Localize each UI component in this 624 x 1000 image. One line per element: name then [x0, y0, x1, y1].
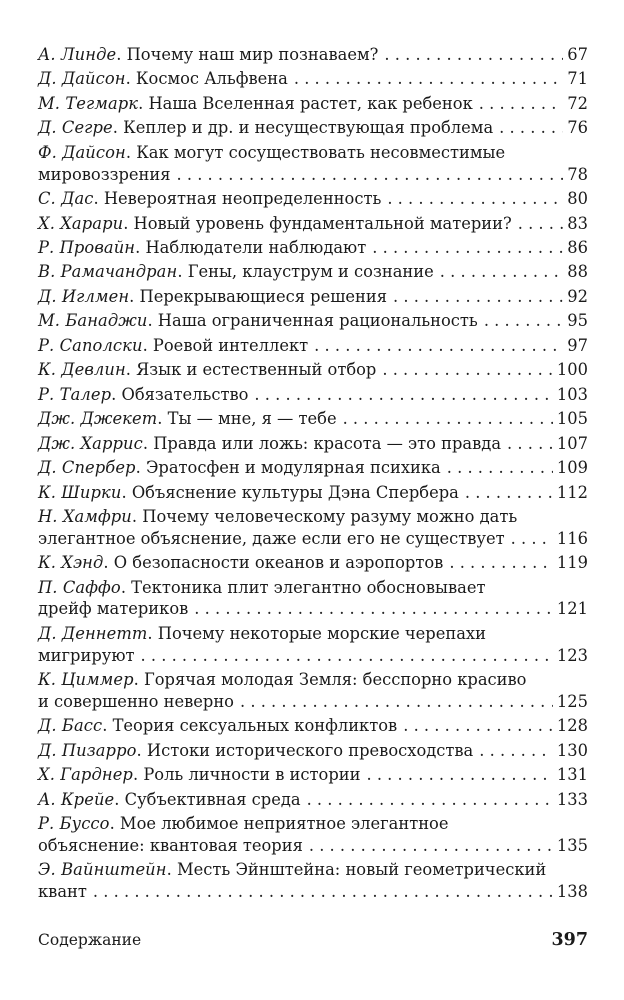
toc-entry-title-continued: мировоззрения: [38, 164, 171, 184]
toc-entry: [38, 506, 588, 549]
dot-leader: [366, 764, 552, 786]
toc-entry-title: Роль личности в истории: [143, 765, 361, 785]
toc-entry: [38, 552, 588, 574]
toc-entry-author: Х. Гарднер: [38, 765, 133, 785]
toc-entry-line: [38, 764, 588, 786]
toc-entry-line: [38, 577, 588, 599]
toc-entry-page: 135: [556, 835, 588, 855]
toc-entry: [38, 789, 588, 811]
toc-entry: [38, 261, 588, 283]
toc-entry-page: 131: [556, 765, 588, 785]
dot-leader: [479, 740, 553, 762]
toc-entry-line: [38, 286, 588, 308]
toc-entry-page: 138: [556, 881, 588, 901]
dot-leader: [499, 117, 563, 139]
toc-entry-title: Наша Вселенная растет, как ребенок: [148, 93, 473, 113]
toc-entry: [38, 623, 588, 666]
toc-entry-author: Д. Дайсон: [38, 69, 126, 89]
toc-entry-page: 112: [556, 482, 588, 502]
toc-entry-line: [38, 482, 588, 504]
toc-entry-page: 121: [556, 599, 588, 619]
toc-entry-line: [38, 164, 588, 186]
toc-entry-line: [38, 359, 588, 381]
author-separator: .: [166, 860, 177, 880]
author-separator: .: [142, 433, 154, 453]
dot-leader: [511, 528, 553, 550]
toc-entry-line: [38, 261, 588, 283]
toc-entry-title: Ты — мне, я — тебе: [167, 409, 337, 429]
toc-entry-author: Дж. Джекет: [38, 409, 158, 429]
toc-entry-title: Истоки исторического превосходства: [146, 740, 474, 760]
dot-leader: [449, 552, 553, 574]
toc-entry: [38, 740, 588, 762]
toc-entry: [38, 142, 588, 185]
toc-entry-author: Р. Провайн: [38, 237, 136, 257]
toc-entry-line: [38, 881, 588, 903]
toc-entry: [38, 93, 588, 115]
toc-entry-title: Новый уровень фундаментальной материи?: [133, 213, 512, 233]
toc-entry-page: 86: [567, 237, 588, 257]
page-footer: [38, 930, 588, 950]
toc-entry-page: 95: [567, 311, 588, 331]
toc-entry-line: [38, 93, 588, 115]
dot-leader: [343, 408, 553, 430]
toc-entry-title: Наша ограниченная рациональность: [157, 311, 478, 331]
toc-entry-page: 116: [556, 528, 588, 548]
toc-entry-author: Д. Пизарро: [38, 740, 137, 760]
toc-entry-line: [38, 691, 588, 713]
dot-leader: [307, 789, 553, 811]
author-separator: .: [121, 482, 132, 502]
toc-entry-author: С. Дас: [38, 189, 94, 209]
toc-entry-title: Объяснение культуры Дэна Спербера: [131, 482, 459, 502]
toc-entry: [38, 384, 588, 406]
toc-entry-line: [38, 384, 588, 406]
author-separator: .: [129, 286, 140, 306]
dot-leader: [372, 237, 563, 259]
toc-entry-page: 72: [567, 93, 588, 113]
toc-entry: [38, 359, 588, 381]
toc-entry-author: Н. Хамфри: [38, 507, 132, 527]
toc-entry-page: 133: [556, 789, 588, 809]
author-separator: .: [125, 360, 137, 380]
toc-entry-author: Р. Буссо: [38, 814, 110, 834]
toc-entry-author: А. Линде: [38, 45, 117, 64]
dot-leader: [240, 691, 553, 713]
author-separator: .: [147, 623, 158, 643]
toc-entry: [38, 577, 588, 620]
toc-entry-page: 109: [556, 458, 588, 478]
author-separator: .: [138, 93, 149, 113]
toc-entry: [38, 335, 588, 357]
toc-entry-title: Теория сексуальных конфликтов: [112, 716, 398, 736]
toc-entry: [38, 286, 588, 308]
author-separator: .: [142, 335, 153, 355]
author-separator: .: [133, 670, 144, 690]
toc-entry-author: Э. Вайнштейн: [38, 860, 167, 880]
toc-entry-title: Мое любимое неприятное элегантное: [119, 814, 449, 834]
toc-entry-line: [38, 433, 588, 455]
toc-entry-author: М. Банаджи: [38, 311, 148, 331]
toc-entry-title: Почему наш мир познаваем?: [126, 45, 379, 64]
toc-entry-line: [38, 408, 588, 430]
dot-leader: [309, 835, 553, 857]
dot-leader: [484, 310, 563, 332]
table-of-contents: [38, 44, 588, 905]
toc-entry-author: П. Саффо: [38, 577, 121, 597]
toc-entry-author: К. Ширки: [38, 482, 122, 502]
toc-entry-author: Ф. Дайсон: [38, 142, 126, 162]
toc-entry-title: Почему человеческому разуму можно дать: [142, 507, 518, 527]
author-separator: .: [120, 577, 132, 597]
toc-entry-line: [38, 117, 588, 139]
toc-entry-page: 97: [567, 335, 588, 355]
toc-entry-line: [38, 623, 588, 645]
toc-entry-title: Роевой интеллект: [152, 335, 309, 355]
toc-entry-title: Наблюдатели наблюдают: [145, 237, 367, 257]
author-separator: .: [125, 142, 137, 162]
toc-entry-line: [38, 669, 588, 691]
author-separator: .: [103, 553, 114, 573]
toc-entry-author: А. Крейе: [38, 789, 115, 809]
toc-entry-page: 107: [556, 433, 588, 453]
toc-entry-page: 76: [567, 118, 588, 138]
toc-entry-line: [38, 310, 588, 332]
dot-leader: [518, 213, 564, 235]
author-separator: .: [112, 118, 124, 138]
toc-entry: [38, 859, 588, 902]
toc-entry-author: М. Тегмарк: [38, 93, 139, 113]
author-separator: .: [132, 765, 144, 785]
toc-entry: [38, 482, 588, 504]
toc-entry-title: Обязательство: [121, 384, 249, 404]
toc-entry-author: Д. Сегре: [38, 118, 113, 138]
toc-entry-page: 83: [567, 213, 588, 233]
toc-entry-title: Космос Альфвена: [135, 69, 288, 89]
toc-entry-title: Кеплер и др. и несуществующая проблема: [123, 118, 494, 138]
toc-entry-title: Тектоника плит элегантно обосновывает: [131, 577, 486, 597]
toc-entry-author: Д. Басс: [38, 716, 103, 736]
toc-entry-page: 105: [556, 409, 588, 429]
toc-entry-author: К. Хэнд: [38, 553, 104, 573]
author-separator: .: [102, 716, 113, 736]
toc-entry-line: [38, 835, 588, 857]
dot-leader: [382, 359, 553, 381]
author-separator: .: [116, 45, 127, 64]
running-footer-title: Содержание: [38, 931, 142, 949]
toc-entry: [38, 433, 588, 455]
dot-leader: [177, 164, 564, 186]
toc-entry-page: 123: [556, 645, 588, 665]
dot-leader: [479, 93, 564, 115]
toc-entry-page: 88: [567, 262, 588, 282]
toc-entry-line: [38, 789, 588, 811]
toc-entry: [38, 715, 588, 737]
toc-entry-title: Перекрывающиеся решения: [139, 286, 387, 306]
toc-entry-page: 119: [556, 553, 588, 573]
toc-entry-page: 92: [567, 286, 588, 306]
toc-entry-author: К. Циммер: [38, 670, 134, 690]
toc-entry: [38, 117, 588, 139]
toc-entry-title: О безопасности океанов и аэропортов: [113, 553, 444, 573]
dot-leader: [254, 384, 553, 406]
toc-entry-author: К. Девлин: [38, 360, 126, 380]
toc-entry-title: Невероятная неопределенность: [103, 189, 382, 209]
toc-entry-title: Почему некоторые морские черепахи: [157, 623, 486, 643]
toc-entry: [38, 457, 588, 479]
toc-entry-author: Д. Деннетт: [38, 623, 148, 643]
author-separator: .: [114, 789, 125, 809]
toc-entry-line: [38, 598, 588, 620]
toc-entry: [38, 813, 588, 856]
toc-entry-line: [38, 142, 588, 164]
toc-entry-page: 100: [556, 360, 588, 380]
author-separator: .: [131, 507, 143, 527]
dot-leader: [403, 715, 553, 737]
author-separator: .: [147, 311, 158, 331]
dot-leader: [465, 482, 553, 504]
author-separator: .: [135, 237, 146, 257]
toc-entry: [38, 669, 588, 712]
toc-entry-author: Д. Иглмен: [38, 286, 130, 306]
toc-entry-line: [38, 859, 588, 881]
author-separator: .: [111, 384, 122, 404]
toc-entry-page: 128: [556, 716, 588, 736]
toc-entry-title-continued: и совершенно неверно: [38, 691, 234, 711]
toc-entry-line: [38, 237, 588, 259]
toc-entry-line: [38, 335, 588, 357]
toc-entry: [38, 764, 588, 786]
toc-entry: [38, 213, 588, 235]
toc-entry-line: [38, 188, 588, 210]
author-separator: .: [135, 458, 146, 478]
toc-entry-title: Язык и естественный отбор: [136, 360, 377, 380]
toc-entry-page: 130: [556, 740, 588, 760]
dot-leader: [393, 286, 563, 308]
toc-entry-page: 125: [556, 691, 588, 711]
toc-entry-title-continued: квант: [38, 881, 87, 901]
toc-entry-page: 78: [567, 164, 588, 184]
toc-entry-title: Субъективная среда: [124, 789, 301, 809]
dot-leader: [507, 433, 553, 455]
toc-entry-author: Д. Спербер: [38, 458, 136, 478]
toc-entry-line: [38, 715, 588, 737]
toc-entry-title: Правда или ложь: красота — это правда: [153, 433, 502, 453]
toc-entry: [38, 44, 588, 66]
toc-entry-line: [38, 457, 588, 479]
dot-leader: [447, 457, 553, 479]
dot-leader: [387, 188, 563, 210]
toc-entry-line: [38, 645, 588, 667]
toc-entry: [38, 408, 588, 430]
toc-entry-title: Как могут сосуществовать несовместимые: [136, 142, 506, 162]
toc-entry-page: 103: [556, 384, 588, 404]
toc-entry-line: [38, 740, 588, 762]
toc-entry-title: Эратосфен и модулярная психика: [145, 458, 441, 478]
toc-entry-author: Х. Харари: [38, 213, 124, 233]
toc-entry-page: 67: [567, 45, 588, 64]
dot-leader: [440, 261, 564, 283]
toc-entry-title: Месть Эйнштейна: новый геометрический: [176, 860, 547, 880]
dot-leader: [93, 881, 553, 903]
toc-entry-line: [38, 813, 588, 835]
author-separator: .: [93, 189, 104, 209]
toc-entry-page: 80: [567, 189, 588, 209]
dot-leader: [194, 598, 553, 620]
toc-entry-line: [38, 528, 588, 550]
toc-entry: [38, 310, 588, 332]
dot-leader: [141, 645, 553, 667]
toc-entry-title: Горячая молодая Земля: бесспорно красиво: [143, 670, 527, 690]
author-separator: .: [123, 213, 134, 233]
dot-leader: [384, 44, 563, 66]
toc-entry-line: [38, 68, 588, 90]
author-separator: .: [177, 262, 188, 282]
author-separator: .: [109, 814, 120, 834]
toc-entry-line: [38, 552, 588, 574]
page-number: 397: [551, 930, 588, 950]
dot-leader: [294, 68, 563, 90]
toc-entry-author: Р. Саполски: [38, 335, 143, 355]
dot-leader: [314, 335, 563, 357]
toc-entry-line: [38, 506, 588, 528]
toc-entry-title-continued: объяснение: квантовая теория: [38, 835, 303, 855]
toc-entry: [38, 188, 588, 210]
toc-entry-author: В. Рамачандран: [38, 262, 178, 282]
toc-entry: [38, 237, 588, 259]
toc-entry-author: Р. Талер: [38, 384, 112, 404]
toc-entry-line: [38, 213, 588, 235]
toc-entry-page: 71: [567, 69, 588, 89]
author-separator: .: [125, 69, 136, 89]
toc-entry-title-continued: мигрируют: [38, 645, 135, 665]
toc-entry-title-continued: дрейф материков: [38, 599, 189, 619]
author-separator: .: [136, 740, 147, 760]
author-separator: .: [157, 409, 168, 429]
toc-entry-line: [38, 44, 588, 66]
toc-entry-author: Дж. Харрис: [38, 433, 143, 453]
toc-entry-title: Гены, клауструм и сознание: [187, 262, 434, 282]
toc-entry-title-continued: элегантное объяснение, даже если его не существует: [38, 528, 505, 548]
toc-entry: [38, 68, 588, 90]
